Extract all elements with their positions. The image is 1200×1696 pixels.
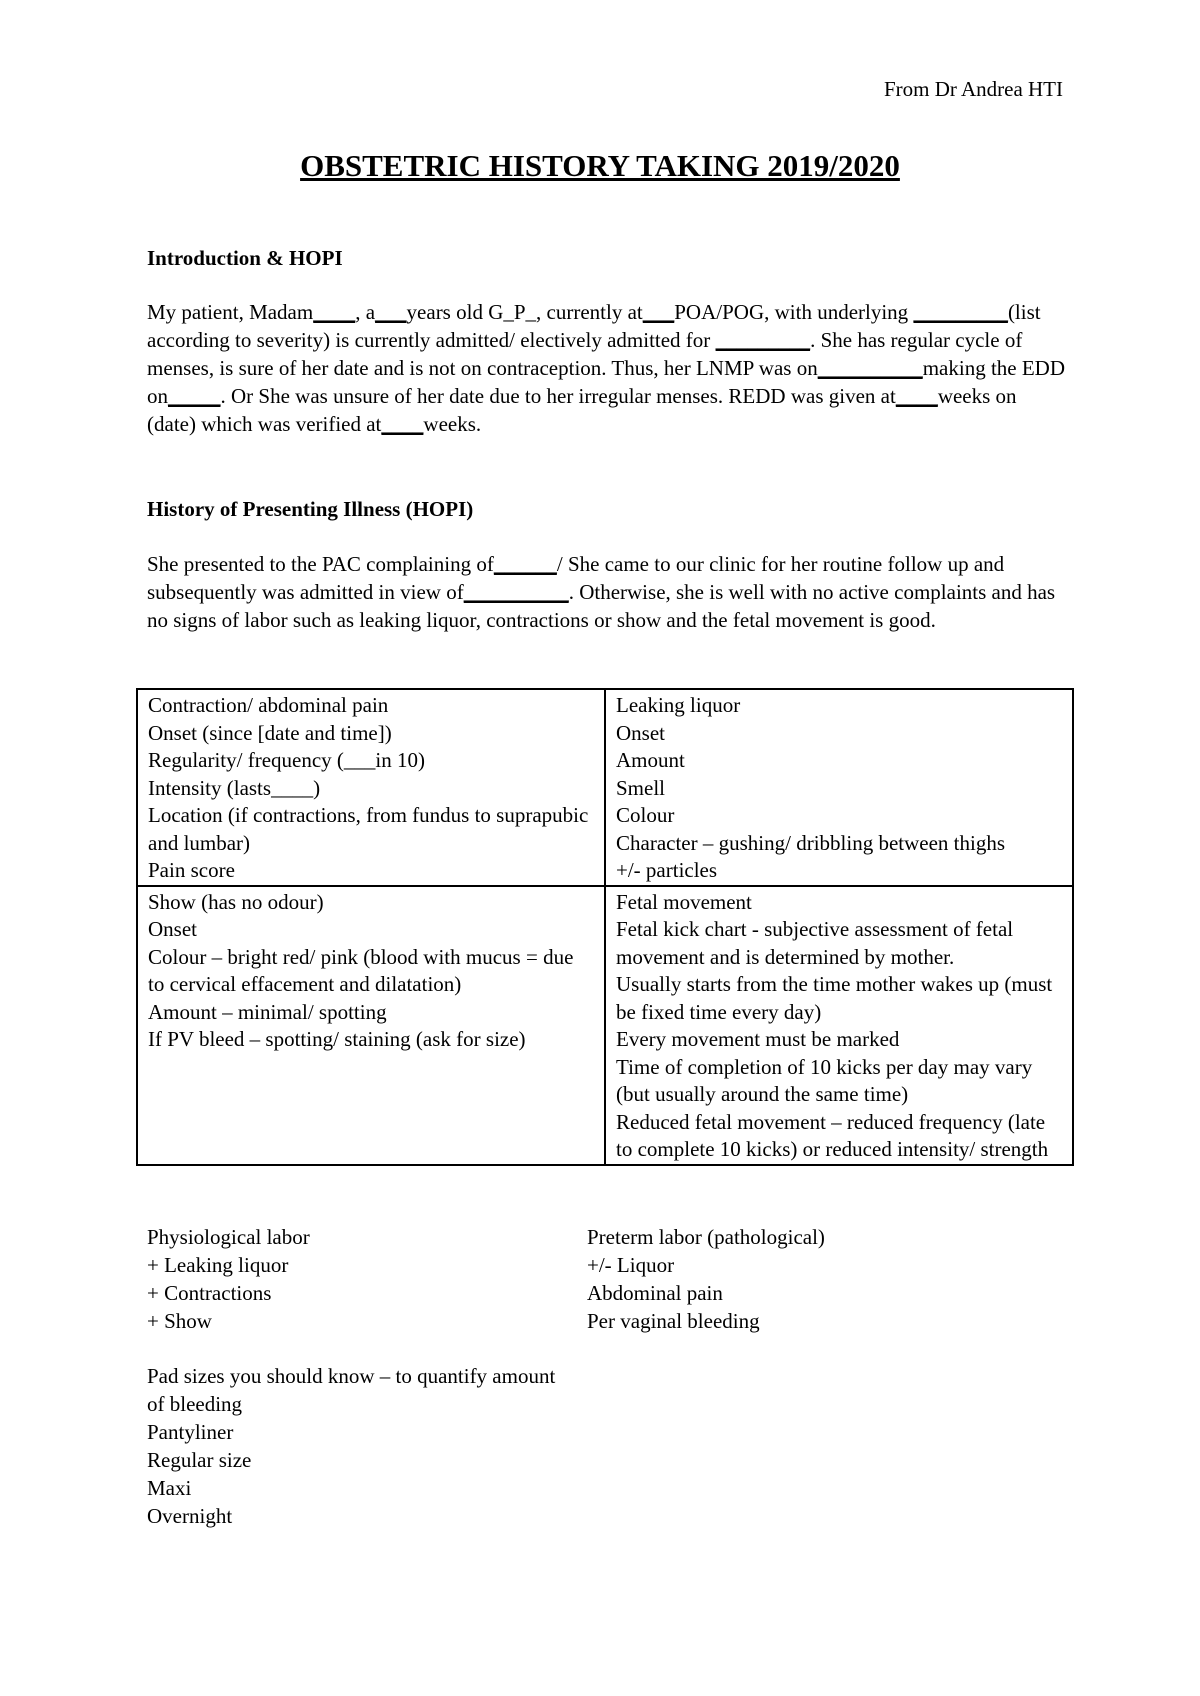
list-item: Onset — [616, 720, 665, 745]
list-item: Abdominal pain — [587, 1281, 723, 1305]
pad-sizes-list — [147, 1362, 567, 1530]
hopi-text: She presented to the PAC complaining of — [147, 552, 494, 576]
intro-text: weeks. — [423, 412, 482, 436]
list-item: + Leaking liquor — [147, 1253, 289, 1277]
list-item: Pain score — [148, 858, 235, 882]
blank-verified-weeks: ____ — [381, 412, 424, 436]
list-item: Colour — [616, 803, 675, 827]
list-item: Fetal kick chart - subjective assessment of fetal movement and is determined by mother. — [616, 917, 1014, 969]
list-item: Amount – minimal/ spotting — [148, 999, 387, 1024]
cell-leaking-liquor — [605, 689, 1073, 886]
table-row — [137, 886, 1073, 1165]
list-item: Preterm labor (pathological) — [587, 1225, 825, 1249]
list-item: + Show — [147, 1309, 212, 1333]
author-note: From Dr Andrea HTI — [883, 77, 1063, 101]
intro-text: My patient, Madam — [147, 300, 314, 324]
list-item: Intensity (lasts____) — [148, 775, 321, 800]
intro-paragraph — [147, 298, 1067, 438]
list-item: Show (has no odour) — [148, 889, 324, 914]
blank-edd: _____ — [168, 384, 221, 408]
cell-show — [137, 886, 605, 1165]
list-item: + Contractions — [147, 1281, 272, 1305]
intro-text: years old G_P_, currently at — [406, 300, 643, 324]
blank-admission-reason: __________ — [463, 580, 569, 604]
blank-name: ____ — [313, 300, 356, 324]
list-item: Overnight — [147, 1504, 233, 1528]
table-row — [137, 689, 1073, 886]
list-item: +/- Liquor — [587, 1253, 675, 1277]
list-item: Maxi — [147, 1476, 192, 1500]
list-item: Location (if contractions, from fundus to suprapubic and lumbar) — [148, 803, 589, 855]
preterm-labor-list — [587, 1223, 825, 1335]
blank-lnmp: __________ — [817, 356, 923, 380]
intro-text: POA/POG, with underlying — [674, 300, 914, 324]
blank-admitted-for: _________ — [715, 328, 811, 352]
intro-text: weeks on (date) which was verified at — [147, 384, 1017, 436]
list-item: Colour – bright red/ pink (blood with mucus = due to cervical effacement and dilatation) — [148, 944, 574, 996]
hopi-text: . Otherwise, she is well with no active complaints and has no signs of labor such as leaking liquor, contractions or show and the fetal movement is good. — [147, 580, 1056, 632]
list-item: Onset (since [date and time]) — [148, 720, 392, 745]
list-item: Pad sizes you should know – to quantify amount of bleeding — [147, 1364, 556, 1416]
assessment-table — [136, 688, 1074, 1166]
cell-fetal-movement — [605, 886, 1073, 1165]
blank-poa: ___ — [642, 300, 675, 324]
intro-heading: Introduction & HOPI — [147, 246, 343, 270]
hopi-text: / She came to our clinic for her routine follow up and subsequently was admitted in view of — [147, 552, 1005, 604]
blank-age: ___ — [375, 300, 407, 324]
hopi-paragraph — [147, 550, 1067, 634]
list-item: Reduced fetal movement – reduced frequency (late to complete 10 kicks) or reduced intensity/ strength — [616, 1109, 1049, 1161]
list-item: Amount — [616, 748, 685, 772]
list-item: Every movement must be marked — [616, 1027, 900, 1051]
list-item: Pantyliner — [147, 1420, 234, 1444]
intro-text: (list according to severity) is currently admitted/ electively admitted for — [147, 300, 1041, 352]
intro-text: . She has regular cycle of menses, is sure of her date and is not on contraception. Thus, her LNMP was on — [147, 328, 1023, 380]
list-item: Time of completion of 10 kicks per day may vary (but usually around the same time) — [616, 1054, 1033, 1106]
list-item: Regularity/ frequency (___in 10) — [148, 748, 425, 772]
list-item: Onset — [148, 917, 197, 941]
list-item: Regular size — [147, 1448, 252, 1472]
intro-text: , a — [355, 300, 376, 324]
list-item: Contraction/ abdominal pain — [148, 693, 389, 717]
physiological-labor-list — [147, 1223, 310, 1335]
list-item: Smell — [616, 775, 666, 800]
blank-underlying: _________ — [913, 300, 1008, 324]
list-item: Usually starts from the time mother wakes up (must be fixed time every day) — [616, 972, 1053, 1024]
list-item: Per vaginal bleeding — [587, 1309, 760, 1333]
blank-complaint: ______ — [493, 552, 557, 576]
intro-text: . Or She was unsure of her date due to her irregular menses. REDD was given at — [220, 384, 896, 408]
list-item: Fetal movement — [616, 889, 752, 914]
list-item: Physiological labor — [147, 1225, 310, 1249]
list-item: Leaking liquor — [616, 693, 741, 717]
intro-text: making the EDD on — [147, 356, 1066, 408]
blank-redd-weeks: ____ — [895, 384, 938, 408]
cell-contraction — [137, 689, 605, 886]
list-item: If PV bleed – spotting/ staining (ask for size) — [148, 1027, 526, 1051]
page-title: OBSTETRIC HISTORY TAKING 2019/2020 — [300, 148, 900, 183]
hopi-heading: History of Presenting Illness (HOPI) — [147, 497, 474, 521]
list-item: +/- particles — [616, 858, 718, 882]
list-item: Character – gushing/ dribbling between thighs — [616, 830, 1006, 855]
